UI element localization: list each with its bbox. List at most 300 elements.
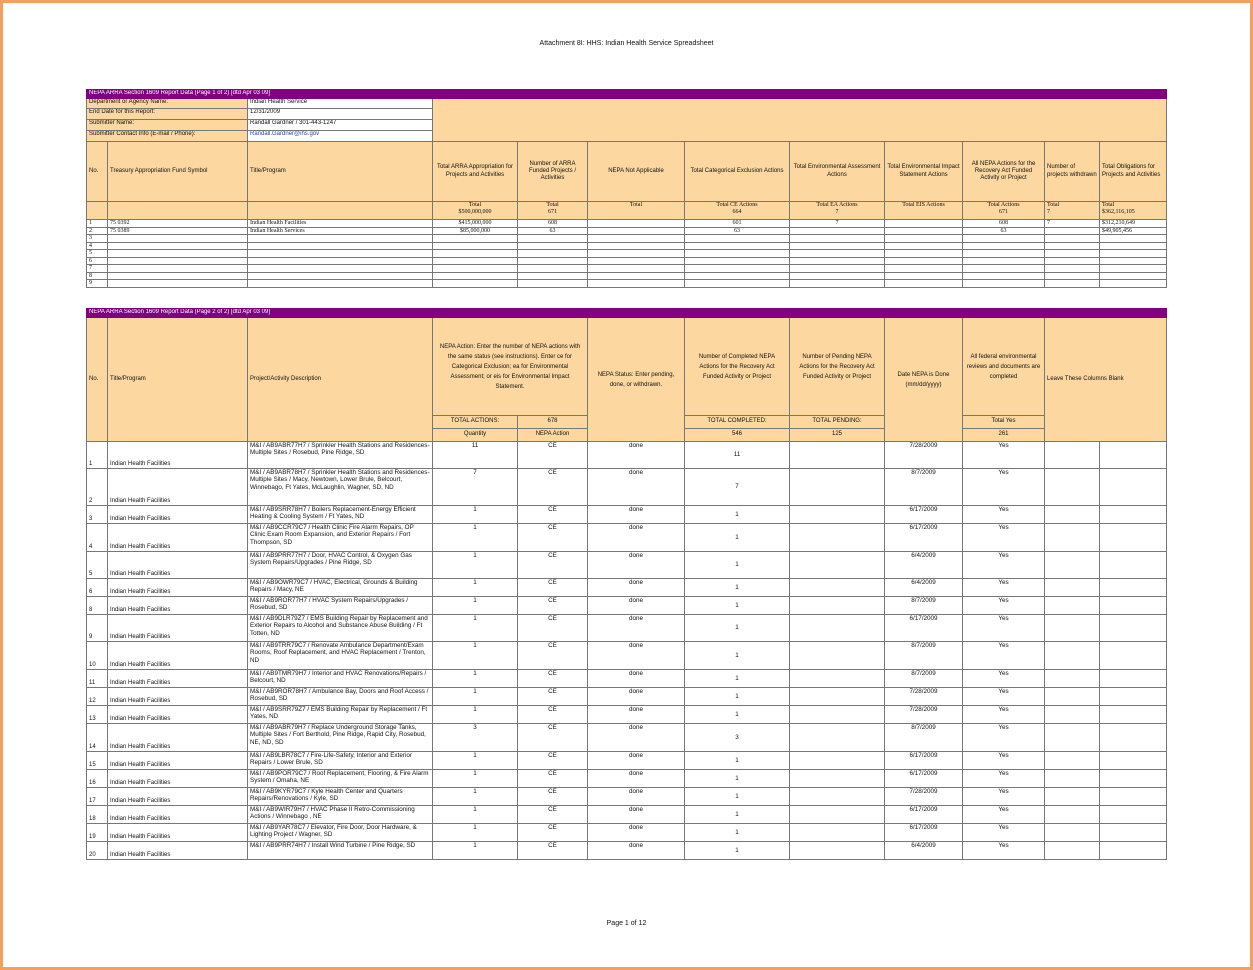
action-quantity: 1	[433, 706, 518, 724]
total-actions-label: TOTAL ACTIONS:	[433, 416, 518, 429]
summary-cell	[963, 250, 1045, 258]
summary-cell	[588, 242, 685, 250]
program-title: Indian Health Facilities	[108, 642, 248, 670]
completed-count: 1	[685, 788, 790, 806]
nepa-action-code: CE	[518, 597, 588, 615]
project-description: M&I / AB9TMR79H7 / Interior and HVAC Renovations/Repairs / Belcourt, ND	[248, 670, 433, 688]
summary-cell	[588, 227, 685, 235]
completed-count: 1	[685, 642, 790, 670]
project-row	[87, 642, 1167, 670]
row-number: 5	[87, 552, 108, 579]
reviews-completed: Yes	[963, 688, 1045, 706]
summary-cell	[433, 265, 518, 273]
summary-cell	[963, 272, 1045, 280]
reviews-completed: Yes	[963, 670, 1045, 688]
nepa-status: done	[588, 842, 685, 860]
nepa-action-code: CE	[518, 806, 588, 824]
blank-cell	[1100, 752, 1167, 770]
summary-row	[87, 250, 1167, 258]
completed-count: 1	[685, 506, 790, 524]
summary-cell	[248, 265, 433, 273]
blank-cell	[1100, 524, 1167, 552]
nepa-status: done	[588, 469, 685, 506]
pending-count	[790, 469, 885, 506]
summary-row	[87, 235, 1167, 243]
total-cell: Total $500,000,000	[433, 202, 518, 220]
summary-cell	[518, 250, 588, 258]
completed-count: 1	[685, 842, 790, 860]
summary-cell	[963, 242, 1045, 250]
date-done: 8/7/2009	[885, 469, 963, 506]
project-description: M&I / AB9ABR79H7 / Replace Underground Storage Tanks, Multiple Sites / Fort Berthold, Pine Ridge, Rapid City, Rosebud, NE, ND, SD	[248, 724, 433, 752]
program-title: Indian Health Facilities	[108, 670, 248, 688]
action-quantity: 1	[433, 597, 518, 615]
summary-cell	[248, 272, 433, 280]
summary-cell	[963, 257, 1045, 265]
blank-cell	[1045, 842, 1100, 860]
summary-cell: 7	[790, 220, 885, 228]
blank-cell	[1100, 552, 1167, 579]
summary-cell	[248, 250, 433, 258]
total-yes-value: 261	[963, 429, 1045, 442]
summary-cell: 63	[518, 227, 588, 235]
total-cell: Total 671	[518, 202, 588, 220]
summary-cell: 63	[963, 227, 1045, 235]
summary-cell: Indian Health Services	[248, 227, 433, 235]
action-quantity: 1	[433, 770, 518, 788]
summary-cell	[963, 280, 1045, 288]
col-header: Total Environmental Impact Statement Actions	[885, 142, 963, 202]
summary-cell	[1100, 242, 1167, 250]
col-header: Date NEPA is Done (mm/dd/yyyy)	[885, 318, 963, 442]
col-header: Total ARRA Appropriation for Projects and Activities	[433, 142, 518, 202]
project-row	[87, 824, 1167, 842]
summary-cell: $312,210,649	[1100, 220, 1167, 228]
program-title: Indian Health Facilities	[108, 806, 248, 824]
date-done: 8/7/2009	[885, 597, 963, 615]
total-cell: Total EA Actions 7	[790, 202, 885, 220]
row-number: 13	[87, 706, 108, 724]
info-value: 12/31/2009	[248, 109, 433, 120]
blank-cell	[1100, 688, 1167, 706]
project-description: M&I / AB9LBR78C7 / Fire-Life-Safety, Interior and Exterior Repairs / Lower Brule, SD	[248, 752, 433, 770]
summary-cell: 75 0392	[108, 220, 248, 228]
col-header: All NEPA Actions for the Recovery Act Funded Activity or Project	[963, 142, 1045, 202]
total-cell: Total 7	[1045, 202, 1100, 220]
project-row	[87, 788, 1167, 806]
summary-cell	[963, 265, 1045, 273]
summary-cell	[518, 242, 588, 250]
col-header: Total Environmental Assessment Actions	[790, 142, 885, 202]
program-title: Indian Health Facilities	[108, 724, 248, 752]
summary-cell	[433, 257, 518, 265]
section1-table	[86, 89, 1167, 288]
reviews-completed: Yes	[963, 642, 1045, 670]
nepa-action-code: CE	[518, 442, 588, 469]
summary-cell	[885, 257, 963, 265]
project-row	[87, 506, 1167, 524]
blank-cell	[1100, 597, 1167, 615]
col-header: All federal environmental reviews and documents are completed	[963, 318, 1045, 416]
program-title: Indian Health Facilities	[108, 688, 248, 706]
section2-table	[86, 308, 1167, 860]
blank-cell	[1100, 806, 1167, 824]
project-row	[87, 524, 1167, 552]
summary-cell	[1045, 257, 1100, 265]
summary-cell	[588, 280, 685, 288]
pending-count	[790, 524, 885, 552]
completed-count: 1	[685, 806, 790, 824]
col-header: Title/Program	[108, 318, 248, 442]
action-quantity: 1	[433, 642, 518, 670]
reviews-completed: Yes	[963, 597, 1045, 615]
pending-count	[790, 706, 885, 724]
summary-cell	[790, 280, 885, 288]
summary-row	[87, 257, 1167, 265]
pending-count	[790, 724, 885, 752]
summary-cell: $49,905,456	[1100, 227, 1167, 235]
summary-cell	[1100, 250, 1167, 258]
reviews-completed: Yes	[963, 770, 1045, 788]
nepa-status: done	[588, 670, 685, 688]
completed-count: 1	[685, 770, 790, 788]
blank-cell	[1100, 724, 1167, 752]
summary-cell	[790, 227, 885, 235]
row-number: 15	[87, 752, 108, 770]
summary-cell	[248, 280, 433, 288]
nepa-status: done	[588, 642, 685, 670]
nepa-status: done	[588, 770, 685, 788]
action-quantity: 11	[433, 442, 518, 469]
summary-cell	[588, 257, 685, 265]
program-title: Indian Health Facilities	[108, 842, 248, 860]
summary-cell	[518, 265, 588, 273]
summary-cell	[433, 280, 518, 288]
program-title: Indian Health Facilities	[108, 706, 248, 724]
summary-cell	[518, 235, 588, 243]
nepa-action-code: CE	[518, 724, 588, 752]
project-row	[87, 615, 1167, 642]
completed-count: 1	[685, 524, 790, 552]
col-header: No.	[87, 142, 108, 202]
summary-cell	[588, 250, 685, 258]
header-filler	[433, 99, 1167, 142]
date-done: 6/4/2009	[885, 842, 963, 860]
reviews-completed: Yes	[963, 806, 1045, 824]
pending-count	[790, 842, 885, 860]
summary-cell	[1045, 242, 1100, 250]
pending-count	[790, 615, 885, 642]
project-row	[87, 688, 1167, 706]
date-done: 6/17/2009	[885, 824, 963, 842]
nepa-action-code: CE	[518, 788, 588, 806]
program-title: Indian Health Facilities	[108, 524, 248, 552]
completed-count: 7	[685, 469, 790, 506]
blank-cell	[1100, 506, 1167, 524]
summary-cell	[518, 257, 588, 265]
pending-count	[790, 506, 885, 524]
blank-cell	[1045, 469, 1100, 506]
completed-count: 1	[685, 670, 790, 688]
nepa-status: done	[588, 506, 685, 524]
col-header: NEPA Not Applicable	[588, 142, 685, 202]
nepa-status: done	[588, 615, 685, 642]
summary-cell: 75 0389	[108, 227, 248, 235]
nepa-action-subheader: NEPA Action	[518, 429, 588, 442]
date-done: 6/17/2009	[885, 770, 963, 788]
summary-cell	[248, 242, 433, 250]
summary-cell	[518, 272, 588, 280]
date-done: 7/28/2009	[885, 688, 963, 706]
project-row	[87, 752, 1167, 770]
program-title: Indian Health Facilities	[108, 469, 248, 506]
total-cell: Total CE Actions 664	[685, 202, 790, 220]
col-header: Project/Activity Description	[248, 318, 433, 442]
row-number: 16	[87, 770, 108, 788]
row-number: 8	[87, 272, 108, 280]
summary-cell: $415,000,000	[433, 220, 518, 228]
info-label: Submitter Name:	[87, 120, 248, 131]
summary-cell	[588, 235, 685, 243]
blank-cell	[1045, 806, 1100, 824]
nepa-action-code: CE	[518, 824, 588, 842]
row-number: 4	[87, 524, 108, 552]
project-description: M&I / AB9ROR78H7 / Ambulance Bay, Doors and Roof Access / Rosebud, SD	[248, 688, 433, 706]
blank-cell	[1045, 724, 1100, 752]
blank-cell	[1100, 469, 1167, 506]
date-done: 6/17/2009	[885, 506, 963, 524]
total-cell: Total $362,116,105	[1100, 202, 1167, 220]
reviews-completed: Yes	[963, 788, 1045, 806]
row-number: 8	[87, 597, 108, 615]
col-header: Number of ARRA Funded Projects / Activities	[518, 142, 588, 202]
row-number: 5	[87, 250, 108, 258]
blank-cell	[1045, 552, 1100, 579]
action-quantity: 1	[433, 824, 518, 842]
blank-cell	[1045, 688, 1100, 706]
program-title: Indian Health Facilities	[108, 824, 248, 842]
blank-cell	[1100, 842, 1167, 860]
nepa-status: done	[588, 706, 685, 724]
nepa-action-code: CE	[518, 842, 588, 860]
project-description: M&I / AB9YAR78C7 / Elevator, Fire Door, Door Hardware, & Lighting Project / Wagner, SD	[248, 824, 433, 842]
summary-cell	[1100, 272, 1167, 280]
blank-cell	[1045, 506, 1100, 524]
project-description: M&I / AB9PRR77H7 / Door, HVAC Control, & Oxygen Gas System Repairs/Upgrades / Pine Ridge, SD	[248, 552, 433, 579]
blank-cell	[1045, 824, 1100, 842]
summary-cell	[588, 220, 685, 228]
pending-count	[790, 752, 885, 770]
project-description: M&I / AB9ABR78H7 / Sprinkler Health Stations and Residences-Multiple Sites / Macy, Newtown, Lower Brule, Belcourt, Winnebago, Ft Yates, McLaughlin, Wagner, SD, ND	[248, 469, 433, 506]
pending-count	[790, 788, 885, 806]
summary-cell	[885, 235, 963, 243]
nepa-status: done	[588, 724, 685, 752]
summary-cell: $85,000,000	[433, 227, 518, 235]
project-description: M&I / AB9OWR79C7 / HVAC, Electrical, Grounds & Building Repairs / Macy, NE	[248, 579, 433, 597]
project-description: M&I / AB9ROR77H7 / HVAC System Repairs/Upgrades / Rosebud, SD	[248, 597, 433, 615]
project-row	[87, 842, 1167, 860]
summary-cell	[790, 250, 885, 258]
reviews-completed: Yes	[963, 824, 1045, 842]
date-done: 6/17/2009	[885, 524, 963, 552]
summary-cell	[1045, 235, 1100, 243]
nepa-action-code: CE	[518, 615, 588, 642]
project-row	[87, 597, 1167, 615]
summary-cell	[685, 250, 790, 258]
summary-cell	[685, 235, 790, 243]
section2-title: NEPA ARRA Section 1609 Report Data (Page 2 of 2) [dtd Apr 03 09]	[87, 309, 1167, 318]
summary-cell: Indian Health Facilities	[248, 220, 433, 228]
summary-row	[87, 242, 1167, 250]
nepa-status: done	[588, 806, 685, 824]
program-title: Indian Health Facilities	[108, 579, 248, 597]
program-title: Indian Health Facilities	[108, 506, 248, 524]
summary-cell	[885, 250, 963, 258]
info-value: Indian Health Service	[248, 99, 433, 109]
summary-cell	[885, 242, 963, 250]
completed-count: 1	[685, 552, 790, 579]
pending-count	[790, 597, 885, 615]
date-done: 7/28/2009	[885, 706, 963, 724]
action-quantity: 1	[433, 806, 518, 824]
row-number: 7	[87, 265, 108, 273]
blank-cell	[1045, 706, 1100, 724]
row-number: 6	[87, 579, 108, 597]
pending-count	[790, 824, 885, 842]
program-title: Indian Health Facilities	[108, 788, 248, 806]
total-pending-label: TOTAL PENDING:	[790, 416, 885, 429]
program-title: Indian Health Facilities	[108, 615, 248, 642]
summary-cell	[1100, 265, 1167, 273]
summary-cell	[1045, 227, 1100, 235]
action-quantity: 3	[433, 724, 518, 752]
blank-cell	[1045, 524, 1100, 552]
pending-count	[790, 642, 885, 670]
completed-count: 1	[685, 706, 790, 724]
program-title: Indian Health Facilities	[108, 552, 248, 579]
summary-cell	[108, 257, 248, 265]
project-description: M&I / AB9TRR79C7 / Renovate Ambulance Department/Exam Rooms, Roof Replacement, and HVAC Replacement / Trenton, ND	[248, 642, 433, 670]
summary-cell: 601	[685, 220, 790, 228]
action-quantity: 7	[433, 469, 518, 506]
project-description: M&I / AB9SRR79Z7 / EMS Building Repair by Replacement / Ft Yates, ND	[248, 706, 433, 724]
blank-cell	[1045, 615, 1100, 642]
blank-cell	[1045, 642, 1100, 670]
date-done: 6/4/2009	[885, 552, 963, 579]
summary-cell	[685, 265, 790, 273]
row-number: 14	[87, 724, 108, 752]
action-quantity: 1	[433, 842, 518, 860]
blank-cell	[1045, 442, 1100, 469]
date-done: 6/17/2009	[885, 615, 963, 642]
summary-cell	[963, 235, 1045, 243]
summary-cell	[885, 265, 963, 273]
completed-count: 1	[685, 615, 790, 642]
blank-cell	[1100, 670, 1167, 688]
reviews-completed: Yes	[963, 469, 1045, 506]
project-row	[87, 706, 1167, 724]
info-value: Randall Gardner / 301-443-1247	[248, 120, 433, 131]
summary-cell	[1100, 235, 1167, 243]
total-completed-label: TOTAL COMPLETED:	[685, 416, 790, 429]
nepa-status: done	[588, 524, 685, 552]
row-number: 18	[87, 806, 108, 824]
date-done: 8/7/2009	[885, 642, 963, 670]
info-label: Submitter Contact Info (E-mail / Phone):	[87, 131, 248, 142]
row-number: 19	[87, 824, 108, 842]
summary-cell	[790, 272, 885, 280]
reviews-completed: Yes	[963, 524, 1045, 552]
row-number: 2	[87, 469, 108, 506]
summary-cell: 608	[963, 220, 1045, 228]
col-header: Title/Program	[248, 142, 433, 202]
summary-cell	[1045, 280, 1100, 288]
row-number: 9	[87, 615, 108, 642]
nepa-action-code: CE	[518, 469, 588, 506]
completed-count: 11	[685, 442, 790, 469]
project-row	[87, 552, 1167, 579]
blank-cell	[1045, 579, 1100, 597]
action-quantity: 1	[433, 670, 518, 688]
program-title: Indian Health Facilities	[108, 770, 248, 788]
blank-cell	[1100, 706, 1167, 724]
date-done: 8/7/2009	[885, 724, 963, 752]
quantity-subheader: Quantity	[433, 429, 518, 442]
col-header: NEPA Status: Enter pending, done, or withdrawn.	[588, 318, 685, 442]
completed-count: 1	[685, 579, 790, 597]
total-cell: Total Actions 671	[963, 202, 1045, 220]
row-number: 1	[87, 442, 108, 469]
summary-cell	[433, 250, 518, 258]
summary-cell: 7	[1045, 220, 1100, 228]
summary-row	[87, 227, 1167, 235]
summary-cell	[1045, 265, 1100, 273]
summary-cell	[108, 280, 248, 288]
project-description: M&I / AB9DLR79Z7 / EMS Building Repair by Replacement and Exterior Repairs to Alcohol and Substance Abuse Building / Ft Totten, ND	[248, 615, 433, 642]
action-quantity: 1	[433, 615, 518, 642]
nepa-status: done	[588, 442, 685, 469]
nepa-action-code: CE	[518, 752, 588, 770]
row-number: 9	[87, 280, 108, 288]
summary-row	[87, 220, 1167, 228]
col-header: Number of Completed NEPA Actions for the Recovery Act Funded Activity or Project	[685, 318, 790, 416]
summary-cell	[885, 280, 963, 288]
contact-email-link[interactable]: Randall.Gardner@ihs.gov	[248, 131, 433, 142]
summary-cell	[685, 242, 790, 250]
reviews-completed: Yes	[963, 552, 1045, 579]
row-number: 20	[87, 842, 108, 860]
summary-row	[87, 272, 1167, 280]
project-description: M&I / AB9SRR78H7 / Boilers Replacement-Energy Efficient Heating & Cooling System / Ft Yates, ND	[248, 506, 433, 524]
blank-cell	[1100, 788, 1167, 806]
completed-count: 3	[685, 724, 790, 752]
reviews-completed: Yes	[963, 724, 1045, 752]
col-header: No.	[87, 318, 108, 442]
reviews-completed: Yes	[963, 506, 1045, 524]
program-title: Indian Health Facilities	[108, 442, 248, 469]
total-cell: Total	[588, 202, 685, 220]
col-header: Number of Pending NEPA Actions for the Recovery Act Funded Activity or Project	[790, 318, 885, 416]
summary-cell	[433, 235, 518, 243]
summary-cell	[108, 265, 248, 273]
project-row	[87, 469, 1167, 506]
reviews-completed: Yes	[963, 615, 1045, 642]
summary-cell	[518, 280, 588, 288]
summary-cell	[1045, 250, 1100, 258]
reviews-completed: Yes	[963, 752, 1045, 770]
summary-row	[87, 265, 1167, 273]
nepa-action-code: CE	[518, 706, 588, 724]
